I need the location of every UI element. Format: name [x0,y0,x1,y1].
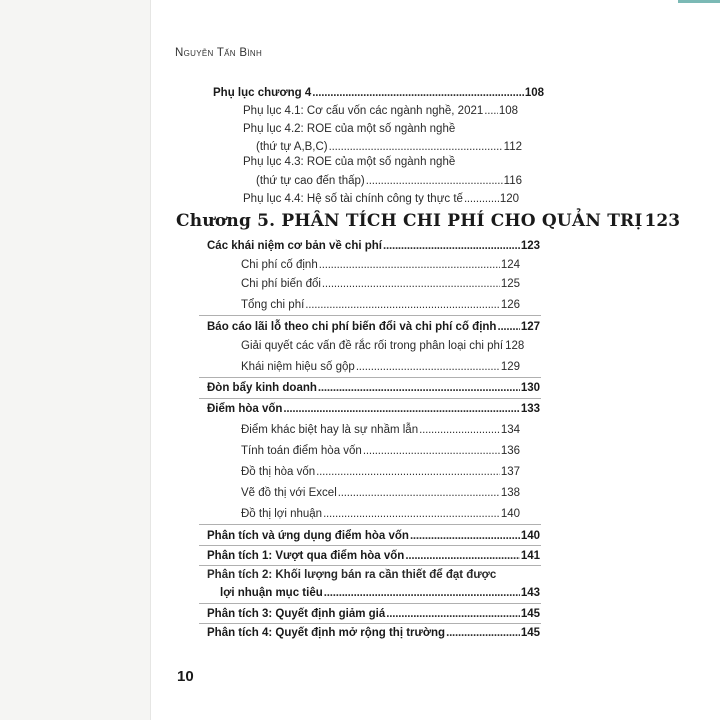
toc-entry-title: Phân tích 1: Vượt qua điểm hòa vốn [207,550,405,562]
toc-entry-page: 128 [505,340,525,352]
toc-entry-page: 145 [520,627,540,639]
section-divider [199,565,541,566]
toc-entry-page: 112 [503,141,522,153]
dot-leader [386,608,520,620]
toc-entry-title: Điểm khác biệt hay là sự nhầm lẫn [241,424,419,436]
toc-subsection-break-even-chart [241,466,520,478]
dot-leader [410,530,520,542]
chapter-5-heading [176,211,681,231]
section-divider [199,603,541,604]
dot-leader [484,105,498,117]
dot-leader [324,587,520,599]
toc-entry-appendix-4-2 [256,141,522,153]
toc-entry-page: 126 [500,299,520,311]
toc-entry-title: (thứ tự A,B,C) [256,141,328,153]
dot-leader [318,382,520,394]
page-edge [150,0,151,720]
toc-entry-title: Tính toán điểm hòa vốn [241,445,362,457]
toc-entry-title: Phân tích và ứng dụng điểm hòa vốn [207,530,409,542]
toc-entry-title: Phụ lục 4.4: Hệ số tài chính công ty thực tế [243,193,463,205]
toc-entry-page: 108 [498,105,518,117]
dot-leader [366,175,503,187]
toc-entry-title: Đồ thị lợi nhuận [241,508,323,520]
page-number: 10 [177,668,194,685]
toc-entry-appendix-chapter-4 [213,87,544,99]
toc-entry-title: Chi phí cố định [241,259,318,271]
dot-leader [419,424,500,436]
chapter-page: 123 [644,211,681,231]
dot-leader [338,487,500,499]
toc-entry-title: Đòn bẩy kinh doanh [207,382,317,394]
toc-section-basic-cost-concepts [207,240,540,252]
dot-leader [464,193,499,205]
toc-subsection-fixed-cost [241,259,520,271]
toc-entry-page: 145 [520,608,540,620]
toc-entry-page: 137 [500,466,520,478]
dot-leader [323,508,500,520]
dot-leader [316,466,500,478]
toc-entry-title: Phân tích 3: Quyết định giảm giá [207,608,386,620]
toc-entry-title: Phân tích 4: Quyết định mở rộng thị trường [207,627,446,639]
section-divider [199,524,541,525]
toc-entry-title: Chi phí biến đổi [241,278,321,290]
toc-subsection-variable-cost [241,278,520,290]
toc-entry-page: 143 [520,587,540,599]
toc-subsection-excel-chart [241,487,520,499]
toc-entry-title: Các khái niệm cơ bản về chi phí [207,240,382,252]
toc-entry-page: 130 [520,382,540,394]
dot-leader [319,259,500,271]
toc-entry-title: Điểm hòa vốn [207,403,283,415]
toc-section-analysis-2 [220,587,540,599]
toc-entry-title: Phụ lục chương 4 [213,87,312,99]
dot-leader [497,321,519,333]
toc-entry-page: 129 [500,361,520,373]
dot-leader [383,240,520,252]
section-divider [199,377,541,378]
dot-leader [283,403,519,415]
toc-entry-title: Vẽ đồ thị với Excel [241,487,337,499]
toc-section-analysis-1 [207,550,540,562]
toc-entry-page: 127 [520,321,540,333]
toc-entry-title: Báo cáo lãi lỗ theo chi phí biến đổi và chi phí cố định [207,321,497,333]
toc-entry-title: Khái niệm hiệu số gộp [241,361,355,373]
section-divider [199,315,541,316]
toc-section-break-even-analysis [207,530,540,542]
dot-leader [356,361,500,373]
toc-entry-appendix-4-1 [243,105,518,117]
toc-subsection-profit-chart [241,508,520,520]
section-divider [199,545,541,546]
toc-entry-page: 134 [500,424,520,436]
dot-leader [305,299,500,311]
dot-leader [446,627,520,639]
dot-leader [312,87,524,99]
running-header-author: Nguyễn Tấn Bình [175,47,263,59]
toc-subsection-contribution-margin [241,361,520,373]
dot-leader [322,278,500,290]
dot-leader [329,141,503,153]
toc-entry-title: Tổng chi phí [241,299,305,311]
toc-entry-title: (thứ tự cao đến thấp) [256,175,365,187]
toc-entry-appendix-4-2-line1: Phụ lục 4.2: ROE của một số ngành nghề [243,123,456,135]
dot-leader [405,550,519,562]
toc-entry-page: 140 [500,508,520,520]
toc-section-analysis-4 [207,627,540,639]
toc-entry-page: 116 [503,175,522,187]
section-divider [199,398,541,399]
toc-entry-appendix-4-3-line1: Phụ lục 4.3: ROE của một số ngành nghề [243,156,456,168]
top-accent-rule [678,0,720,3]
toc-entry-page: 140 [520,530,540,542]
toc-subsection-cost-classification [241,340,525,352]
toc-entry-appendix-4-3 [256,175,522,187]
toc-entry-page: 133 [520,403,540,415]
toc-entry-page: 136 [500,445,520,457]
toc-subsection-difference-or-confusion [241,424,520,436]
toc-section-analysis-3 [207,608,540,620]
toc-entry-page: 125 [500,278,520,290]
toc-entry-title: lợi nhuận mục tiêu [220,587,323,599]
toc-entry-title: Đồ thị hòa vốn [241,466,316,478]
chapter-title: Chương 5. PHÂN TÍCH CHI PHÍ CHO QUẢN TRỊ [176,211,643,231]
toc-entry-page: 138 [500,487,520,499]
toc-section-operating-leverage [207,382,540,394]
toc-entry-page: 123 [520,240,540,252]
toc-entry-page: 141 [520,550,540,562]
toc-entry-page: 120 [499,193,519,205]
toc-entry-page: 124 [500,259,520,271]
toc-entry-appendix-4-4 [243,193,519,205]
toc-section-profit-loss-report [207,321,540,333]
dot-leader [363,445,500,457]
toc-entry-title: Phụ lục 4.1: Cơ cấu vốn các ngành nghề, 2021 [243,105,484,117]
toc-subsection-total-cost [241,299,520,311]
toc-entry-title: Giải quyết các vấn đề rắc rối trong phân loại chi phí [241,340,504,352]
toc-subsection-calculating-break-even [241,445,520,457]
section-divider [199,623,541,624]
toc-section-analysis-2-line1: Phân tích 2: Khối lượng bán ra cần thiết để đạt được [207,569,497,581]
toc-entry-page: 108 [524,87,544,99]
toc-section-break-even [207,403,540,415]
